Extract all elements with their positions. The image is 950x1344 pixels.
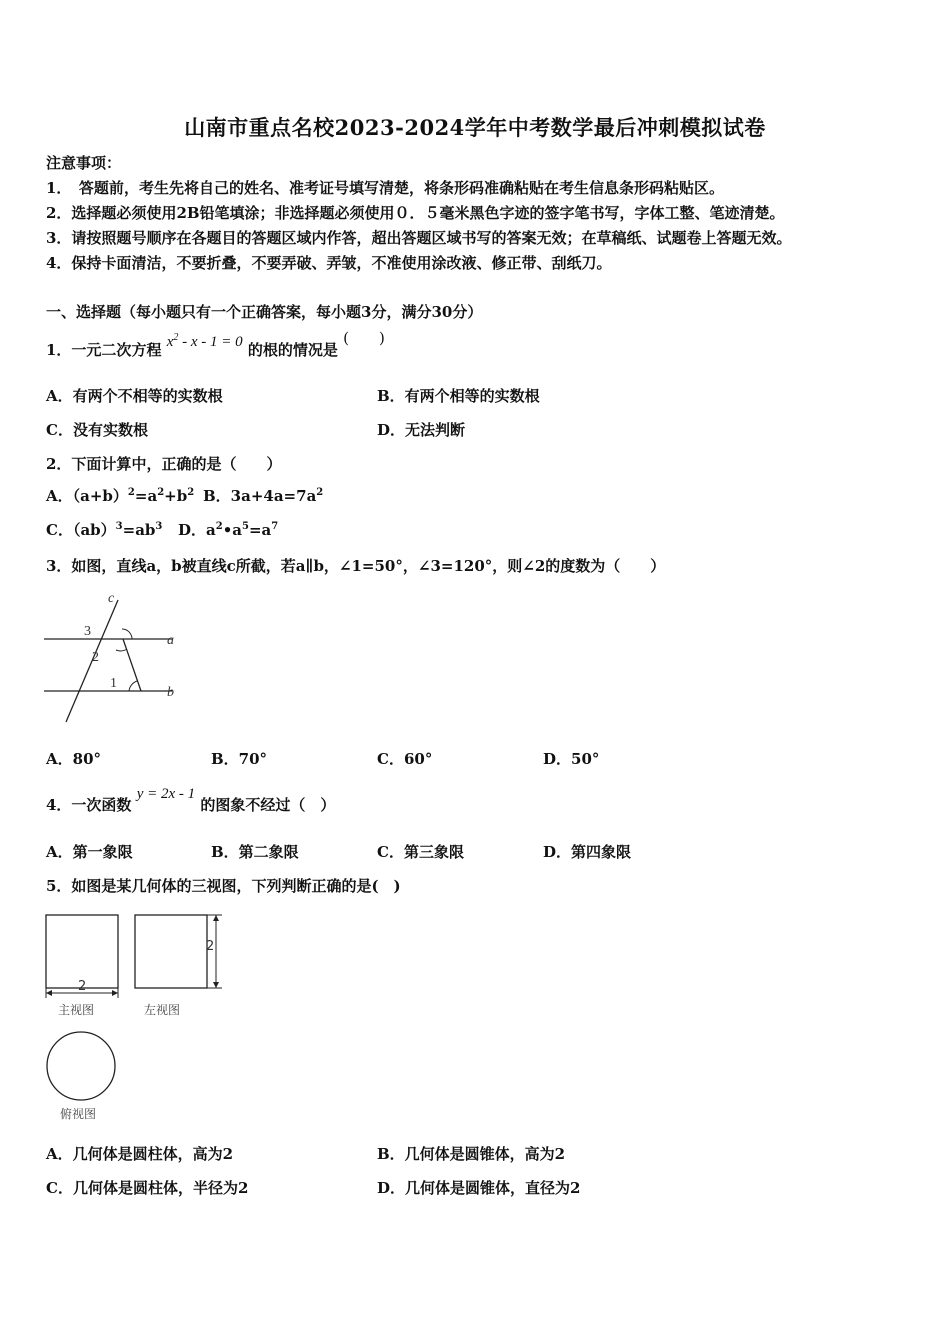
notice-heading: 注意事项： [46, 154, 122, 172]
top-view-label: 俯视图 [60, 1107, 97, 1121]
q4-option-d[interactable]: D．第四象限 [543, 843, 632, 861]
angle-3-arc [122, 629, 132, 639]
q3-option-d[interactable]: D．50° [543, 750, 600, 768]
q1-option-b[interactable]: B．有两个相等的实数根 [377, 387, 540, 405]
q5-front-left-views [40, 910, 240, 1030]
left-dim-arrow-top [213, 915, 219, 921]
notice-item-2: 2．选择题必须使用2B铅笔填涂；非选择题必须使用０．５毫米黑色字迹的签字笔书写，字体工整、笔迹清楚。 [46, 204, 785, 222]
left-dim-arrow-bottom [213, 982, 219, 988]
q5-option-a[interactable]: A．几何体是圆柱体，高为2 [46, 1145, 234, 1163]
left-view-label: 左视图 [144, 1003, 181, 1017]
page-title: 山南市重点名校2023-2024学年中考数学最后冲刺模拟试卷 [184, 115, 766, 140]
q1-formula: $x^2 - x - 1 = 0$ [166, 332, 243, 350]
q3-option-a[interactable]: A．80° [46, 750, 102, 768]
q3-option-b[interactable]: B．70° [211, 750, 268, 768]
notice-item-4: 4．保持卡面清洁，不要折叠，不要弄破、弄皱，不准使用涂改液、修正带、刮纸刀。 [46, 254, 612, 272]
q2-option-a[interactable]: A．$(a+b)^2=a^2+b^2$ [46, 487, 195, 505]
q5-option-b[interactable]: B．几何体是圆锥体，高为2 [377, 1145, 566, 1163]
q2-stem: 2．下面计算中，正确的是（ ） [46, 455, 282, 473]
front-dim-arrow-right [112, 990, 118, 996]
angle-1-arc [129, 681, 137, 691]
q2-option-b[interactable]: B．$3a+4a=7a^2$ [203, 487, 324, 505]
label-c: c [108, 591, 115, 606]
label-b: b [167, 685, 174, 700]
transversal-segment [123, 639, 141, 691]
notice-item-1: 1． 答题前，考生先将自己的姓名、准考证号填写清楚，将条形码准确粘贴在考生信息条形码粘贴区。 [46, 179, 724, 197]
q1-stem [46, 329, 385, 360]
q5-stem: 5．如图是某几何体的三视图，下列判断正确的是( ) [46, 877, 401, 895]
q1-suffix: 的根的情况是 [247, 341, 338, 359]
q1-option-d[interactable]: D．无法判断 [377, 421, 466, 439]
q5-option-c[interactable]: C．几何体是圆柱体，半径为2 [46, 1179, 249, 1197]
label-a: a [167, 633, 174, 648]
section-heading: 一、选择题（每小题只有一个正确答案，每小题3分，满分30分） [46, 303, 483, 321]
left-dim-label: 2 [206, 939, 215, 954]
q4-option-a[interactable]: A．第一象限 [46, 843, 133, 861]
notice-item-3: 3．请按照题号顺序在各题目的答题区域内作答，超出答题区域书写的答案无效；在草稿纸、试题卷上答题无效。 [46, 229, 792, 247]
left-view-rect [135, 915, 207, 988]
front-view-label: 主视图 [58, 1003, 95, 1017]
q2-option-c[interactable]: C．$(ab)^3=ab^3$ [46, 521, 163, 539]
front-dim-arrow-left [46, 990, 52, 996]
q1-option-c[interactable]: C．没有实数根 [46, 421, 148, 439]
top-view-circle [47, 1032, 115, 1100]
q3-figure [44, 588, 184, 728]
q5-top-view [40, 1028, 130, 1128]
label-2: 2 [92, 650, 99, 665]
label-3: 3 [84, 624, 91, 639]
q5-option-d[interactable]: D．几何体是圆锥体，直径为2 [377, 1179, 581, 1197]
q4-option-c[interactable]: C．第三象限 [377, 843, 464, 861]
q3-option-c[interactable]: C．60° [377, 750, 433, 768]
q1-option-a[interactable]: A．有两个不相等的实数根 [46, 387, 223, 405]
q4-prefix: 4．一次函数 [46, 796, 132, 814]
q4-suffix: 的图象不经过（ ） [200, 796, 336, 814]
q3-stem: 3．如图，直线a，b被直线c所截，若a∥b，∠1=50°，∠3=120°，则∠2的度数为（ ） [46, 557, 666, 575]
q1-prefix: 1．一元二次方程 [46, 341, 162, 359]
front-dim-label: 2 [78, 979, 87, 994]
q4-option-b[interactable]: B．第二象限 [211, 843, 299, 861]
label-1: 1 [110, 676, 117, 691]
q4-formula: y = 2x - 1 [136, 786, 196, 802]
angle-2-arc [116, 649, 127, 651]
q4-stem [46, 786, 336, 815]
q1-paren: ( ) [343, 329, 385, 347]
front-view-rect [46, 915, 118, 988]
q2-option-d[interactable]: D．$a^2•a^5=a^7$ [178, 521, 279, 539]
